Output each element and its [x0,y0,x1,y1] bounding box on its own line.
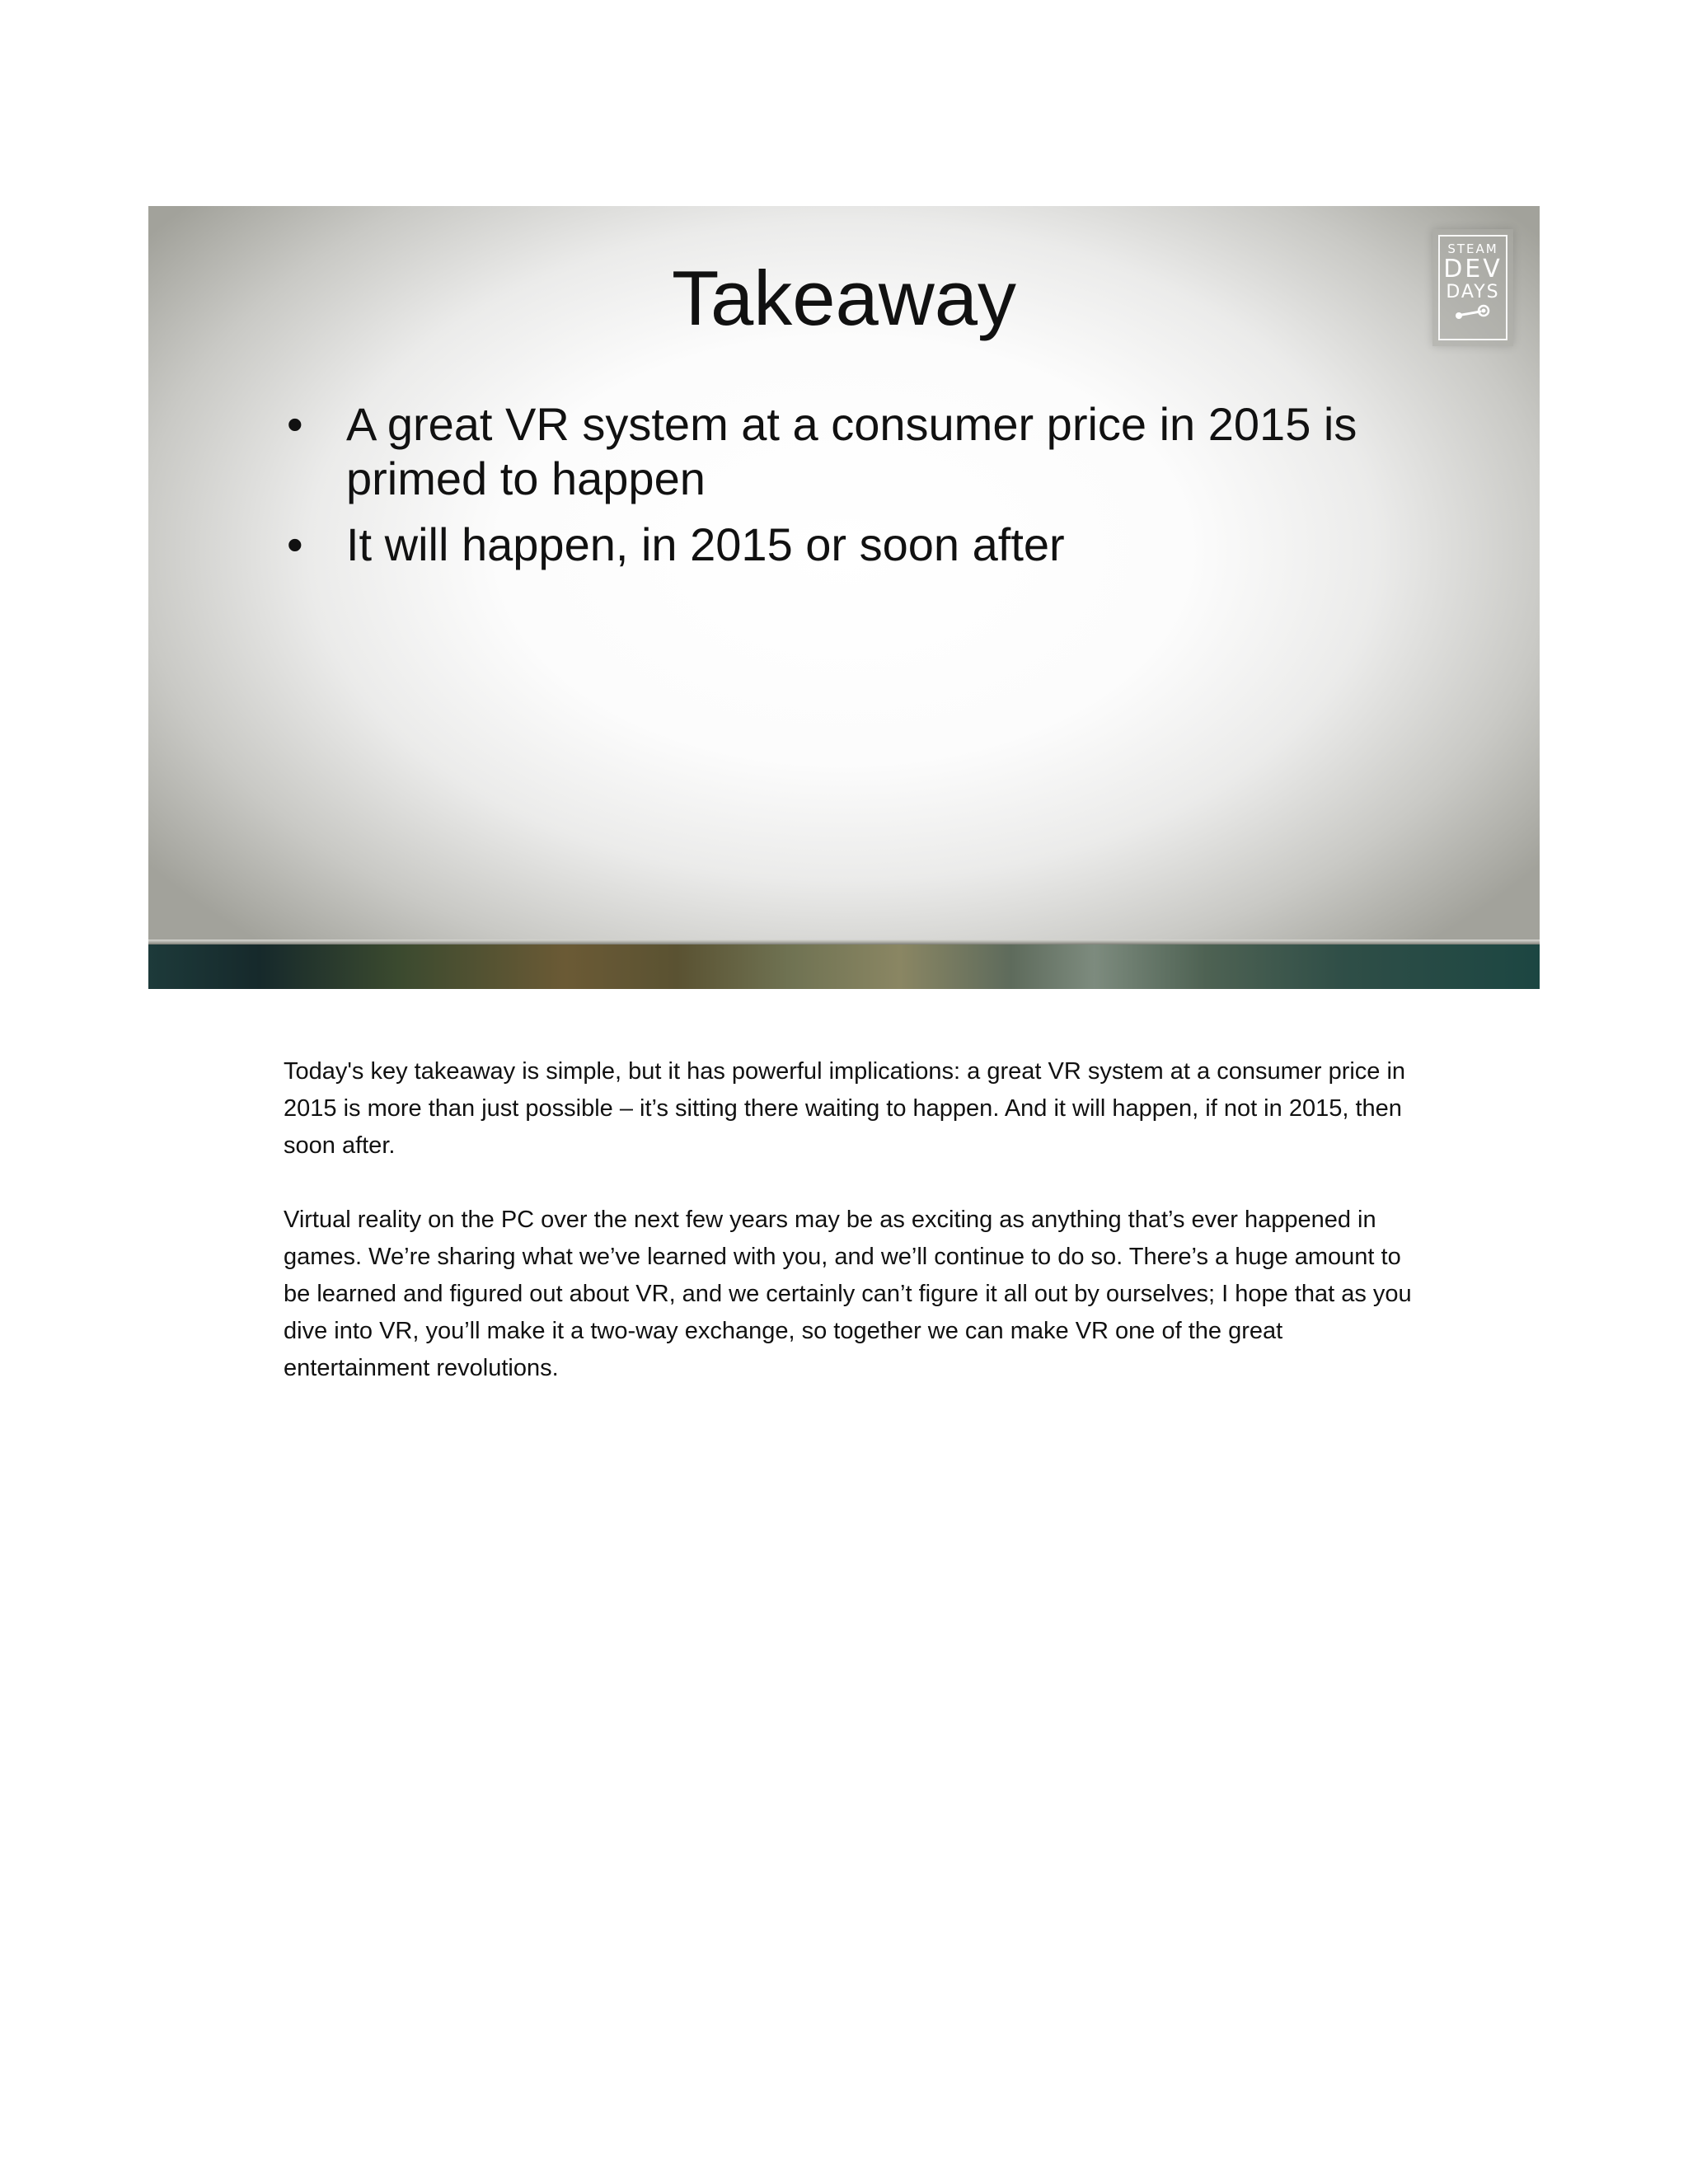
speaker-notes [284,1053,1421,1424]
slide-footer-band [148,944,1540,989]
slide-title: Takeaway [672,255,1016,341]
logo-line-steam: STEAM [1447,241,1498,256]
bullet-item [287,397,1400,506]
notes-paragraph: Virtual reality on the PC over the next few years may be as exciting as anything that’s ever happened in games. We’re sharing what we’ve learned with you, and we’ll continue to do so. There’s a huge amount to be learned and figured out about VR, and we certainly can’t figure it all out by ourselves; I hope that as you dive into VR, you’ll make it a two-way exchange, so together we can make VR one of the great entertainment revolutions. [284,1207,1412,1381]
bullet-item [287,518,1400,572]
logo-frame [1438,235,1507,340]
slide [148,206,1540,989]
bullet-text: A great VR system at a consumer price in 2015 is primed to happen [346,398,1357,504]
steam-icon [1452,304,1493,321]
bullet-marker: • [287,398,303,450]
logo-line-dev: DEV [1443,255,1503,284]
logo-line-days: DAYS [1446,282,1500,302]
notes-paragraph: Today's key takeaway is simple, but it has powerful implications: a great VR system at a consumer price in 2015 is more than just possible – it’s sitting there waiting to happen. And it will happen, if not in 2015, then soon after. [284,1058,1406,1159]
bullet-marker: • [287,518,303,570]
bullet-text: It will happen, in 2015 or soon after [346,518,1065,570]
bullet-list [287,397,1400,583]
steam-dev-days-logo [1432,229,1513,346]
